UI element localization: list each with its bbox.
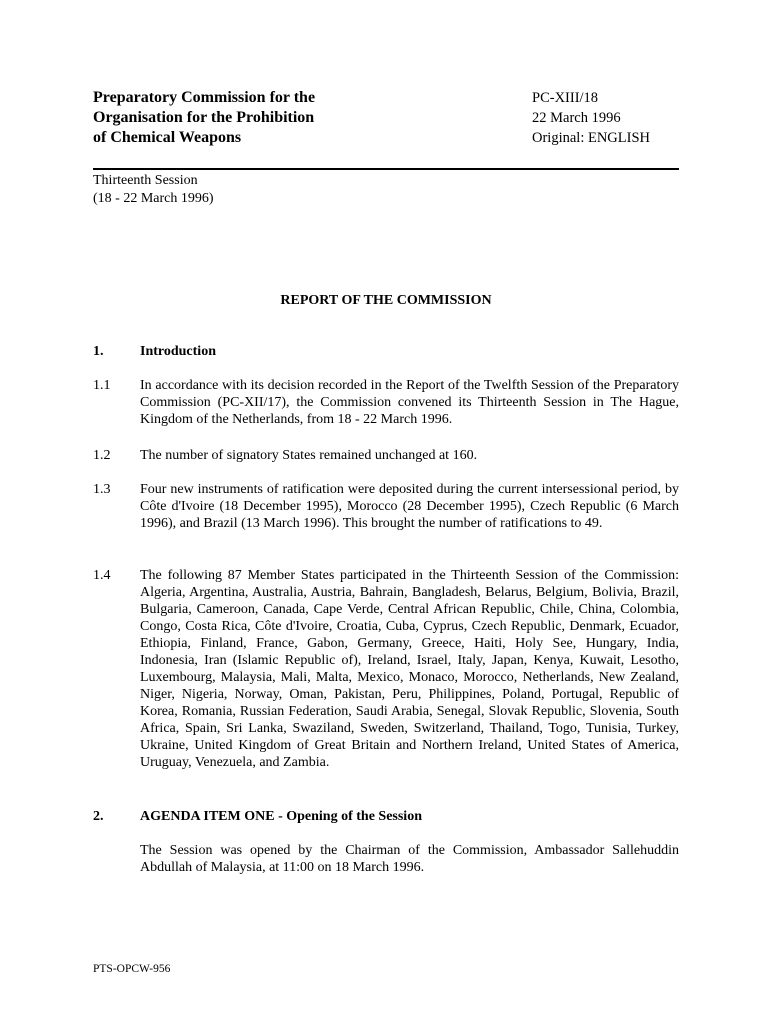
session-name: Thirteenth Session (93, 173, 198, 188)
section-number: 1. (93, 344, 104, 359)
paragraph-text: In accordance with its decision recorded in the Report of the Twelfth Session of the Preparatory Commission (PC-XII/17), the Commission convened its Thirteenth Session in The Hague, Kingdom of the Netherlands, from 18 - 22 March 1996. (140, 378, 679, 427)
org-title-line: Preparatory Commission for the (93, 89, 316, 106)
document-code: PC-XIII/18 (532, 90, 599, 106)
document-original-language: Original: ENGLISH (532, 130, 650, 146)
paragraph-text: The number of signatory States remained unchanged at 160. (140, 448, 478, 463)
session-dates: (18 - 22 March 1996) (93, 191, 214, 206)
section-title: AGENDA ITEM ONE - Opening of the Session (140, 809, 422, 824)
paragraph-text: The following 87 Member States participated in the Thirteenth Session of the Commission: Algeria, Argentina, Australia, Austria, Bahrain, Bangladesh, Belarus, Belgium, Bolivia, Brazil, Bulgaria, Cameroon, Canada, Cape Verde, Central African Republic, Chile, China, Colombia, Congo, Costa Rica, Côte d'Ivoire, Croatia, Cuba, Cyprus, Czech Republic, Denmark, Ecuador, Ethiopia, Finland, France, Gabon, Germany, Greece, Haiti, Holy See, Hungary, India, Indonesia, Iran (Islamic Republic of), Ireland, Israel, Italy, Japan, Kenya, Kuwait, Lesotho, Luxembourg, Malaysia, Mali, Malta, Mexico, Monaco, Morocco, Netherlands, New Zealand, Niger, Nigeria, Norway, Oman, Pakistan, Peru, Philippines, Poland, Portugal, Republic of Korea, Romania, Russian Federation, Saudi Arabia, Senegal, Slovak Republic, Slovenia, South Africa, Spain, Sri Lanka, Swaziland, Sweden, Switzerland, Thailand, Togo, Tunisia, Turkey, Ukraine, United Kingdom of Great Britain and Northern Ireland, United States of America, Uruguay, Venezuela, and Zambia. (140, 568, 679, 770)
session-info (93, 172, 214, 208)
document-footer-code: PTS-OPCW-956 (93, 963, 171, 975)
document-date: 22 March 1996 (532, 110, 621, 126)
paragraph-text: Four new instruments of ratification were deposited during the current intersessional period, by Côte d'Ivoire (18 December 1995), Morocco (28 December 1995), Czech Republic (6 March 1996), and Brazil (13 March 1996). This brought the number of ratifications to 49. (140, 482, 679, 531)
document-metadata (532, 88, 650, 148)
org-title-line: Organisation for the Prohibition (93, 109, 315, 126)
paragraph-number: 1.2 (93, 448, 111, 463)
section-number: 2. (93, 809, 104, 824)
paragraph-number: 1.4 (93, 568, 111, 583)
organisation-title (93, 88, 393, 148)
section-title: Introduction (140, 344, 216, 359)
paragraph-number: 1.1 (93, 378, 111, 393)
paragraph-number: 1.3 (93, 482, 111, 497)
header-divider (93, 168, 679, 170)
paragraph-text: The Session was opened by the Chairman of the Commission, Ambassador Sallehuddin Abdullah of Malaysia, at 11:00 on 18 March 1996. (140, 843, 679, 875)
org-title-line: of Chemical Weapons (93, 129, 242, 146)
report-title: REPORT OF THE COMMISSION (280, 293, 492, 308)
